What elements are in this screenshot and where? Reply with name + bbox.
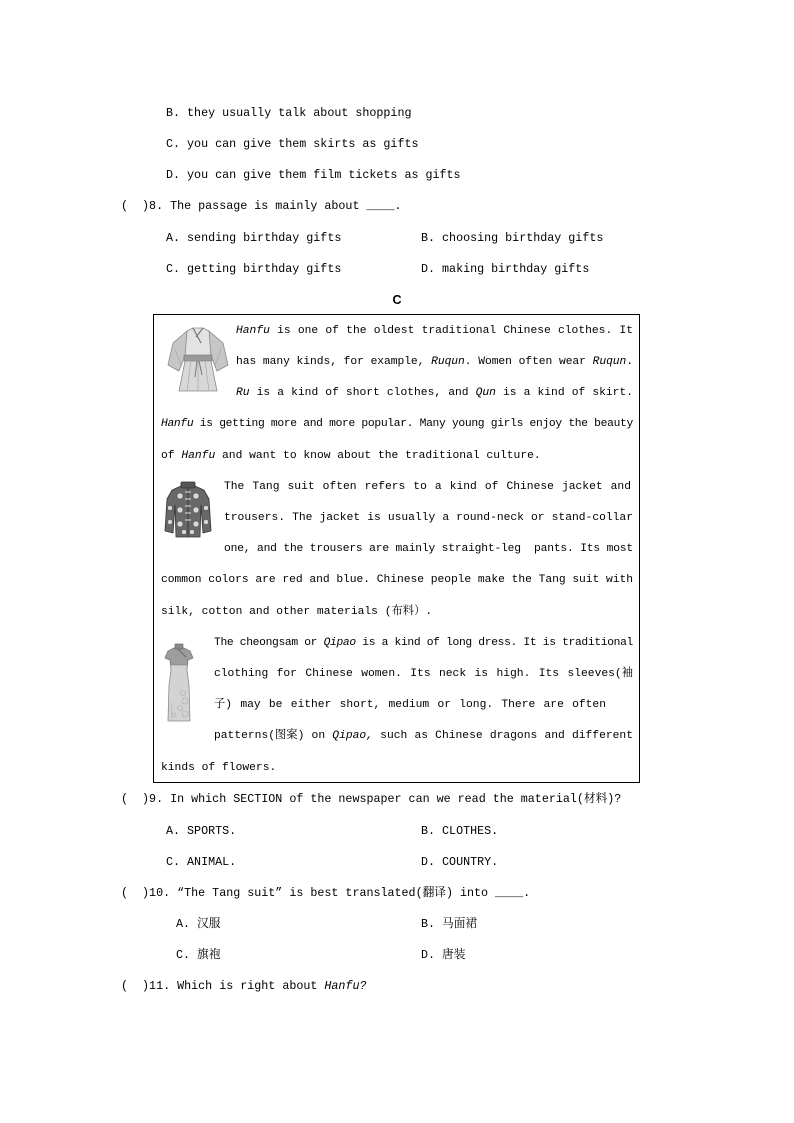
question-7-option-b: B. they usually talk about shopping — [166, 106, 412, 120]
question-10-option-d: D. 唐装 — [421, 948, 466, 962]
passage-text: and want to know about the traditional culture. — [215, 450, 541, 462]
line-text — [161, 570, 633, 590]
waist-sash — [184, 355, 212, 361]
line-text — [236, 321, 633, 341]
term-ru: Ru — [236, 387, 250, 399]
question-7-option-c: C. you can give them skirts as gifts — [166, 137, 419, 151]
upper-garment — [185, 328, 211, 357]
passage-text: The cheongsam or — [214, 637, 324, 649]
question-10-option-b: B. 马面裙 — [421, 917, 478, 931]
question-11-stem — [121, 976, 367, 996]
tang-suit-icon — [164, 481, 212, 539]
passage-text: is one of the oldest traditional Chinese clothes. It — [269, 325, 633, 337]
passage-line — [161, 602, 432, 622]
passage-text: . — [626, 356, 634, 368]
line-text — [161, 758, 276, 778]
passage-line — [224, 539, 633, 559]
question-9-option-d: D. COUNTRY. — [421, 855, 499, 869]
question-9-option-b: B. CLOTHES. — [421, 824, 499, 838]
passage-text: such as Chinese dragons and different — [372, 730, 633, 742]
question-10-stem: ( )10. “The Tang suit” is best translated(翻译) into ____. — [121, 886, 531, 900]
question-9-stem: ( )9. In which SECTION of the newspaper can we read the material(材料)? — [121, 792, 622, 806]
passage-text: common colors are red and blue. Chinese people make the Tang suit with — [161, 574, 634, 586]
passage-line — [161, 570, 633, 590]
passage-text: patterns(图案) on — [214, 730, 333, 742]
line-text — [161, 446, 541, 466]
term-ruqun: Ruqun — [431, 356, 465, 368]
passage-line — [236, 321, 633, 341]
question-10-option-a: A. 汉服 — [176, 917, 221, 931]
question-text: ( )11. Which is right about — [121, 979, 325, 993]
passage-text: trousers. The jacket is usually a round-neck or stand-collar — [224, 512, 633, 524]
line-text — [161, 414, 633, 434]
line-text — [214, 695, 606, 715]
qipao-icon — [160, 643, 198, 723]
question-8-option-c: C. getting birthday gifts — [166, 262, 342, 276]
passage-line — [214, 633, 633, 653]
term-hanfu: Hanfu? — [324, 979, 367, 993]
passage-line — [224, 508, 633, 528]
passage-text: The Tang suit often refers to a kind of Chinese jacket and — [224, 481, 631, 493]
term-qipao: Qipao, — [332, 730, 373, 742]
passage-text: is getting more and more popular. Many young girls enjoy the beauty — [193, 418, 633, 430]
passage-text: . Women often wear — [464, 356, 593, 368]
line-text — [161, 602, 432, 622]
term-qipao: Qipao — [323, 637, 356, 649]
passage-line — [236, 383, 633, 403]
term-hanfu: Hanfu — [181, 450, 216, 462]
line-text — [224, 539, 633, 559]
question-7-option-d: D. you can give them film tickets as gifts — [166, 168, 461, 182]
line-text — [214, 633, 633, 653]
passage-line — [161, 758, 276, 778]
passage-text: kinds of flowers. — [161, 762, 277, 774]
passage-line — [214, 726, 633, 746]
line-text — [224, 477, 631, 497]
passage-text: 子) may be either short, medium or long. There are often — [214, 699, 606, 711]
question-10-option-c: C. 旗袍 — [176, 948, 221, 962]
line-text — [214, 726, 633, 746]
section-title: C — [392, 293, 402, 307]
question-8-option-b: B. choosing birthday gifts — [421, 231, 604, 245]
term-hanfu: Hanfu — [236, 325, 270, 337]
passage-line — [161, 414, 633, 434]
passage-line — [214, 695, 606, 715]
passage-text: has many kinds, for example, — [236, 356, 432, 368]
stand-collar — [181, 482, 195, 488]
passage-text: of — [161, 450, 182, 462]
passage-line — [214, 664, 633, 684]
question-9-option-a: A. SPORTS. — [166, 824, 237, 838]
passage-line — [224, 477, 631, 497]
passage-text: is a kind of short clothes, and — [249, 387, 476, 399]
line-text — [236, 383, 633, 403]
line-text — [224, 508, 633, 528]
question-8-option-d: D. making birthday gifts — [421, 262, 590, 276]
passage-text: one, and the trousers are mainly straight-leg pants. Its most — [224, 543, 633, 555]
passage-text: silk, cotton and other materials (布料）. — [161, 606, 433, 618]
passage-text: is a kind of skirt. — [495, 387, 633, 399]
passage-line — [161, 446, 541, 466]
question-9-option-c: C. ANIMAL. — [166, 855, 237, 869]
line-text — [236, 352, 633, 372]
high-collar — [175, 644, 183, 649]
line-text — [214, 664, 633, 684]
question-8-option-a: A. sending birthday gifts — [166, 231, 342, 245]
term-ruqun: Ruqun — [592, 356, 627, 368]
hanfu-icon — [167, 325, 229, 393]
question-8-stem: ( )8. The passage is mainly about ____. — [121, 199, 402, 213]
term-hanfu: Hanfu — [161, 418, 194, 430]
term-qun: Qun — [475, 387, 496, 399]
passage-text: clothing for Chinese women. Its neck is high. Its sleeves(袖 — [214, 668, 633, 680]
passage-line — [236, 352, 633, 372]
passage-text: is a kind of long dress. It is traditional — [355, 637, 633, 649]
